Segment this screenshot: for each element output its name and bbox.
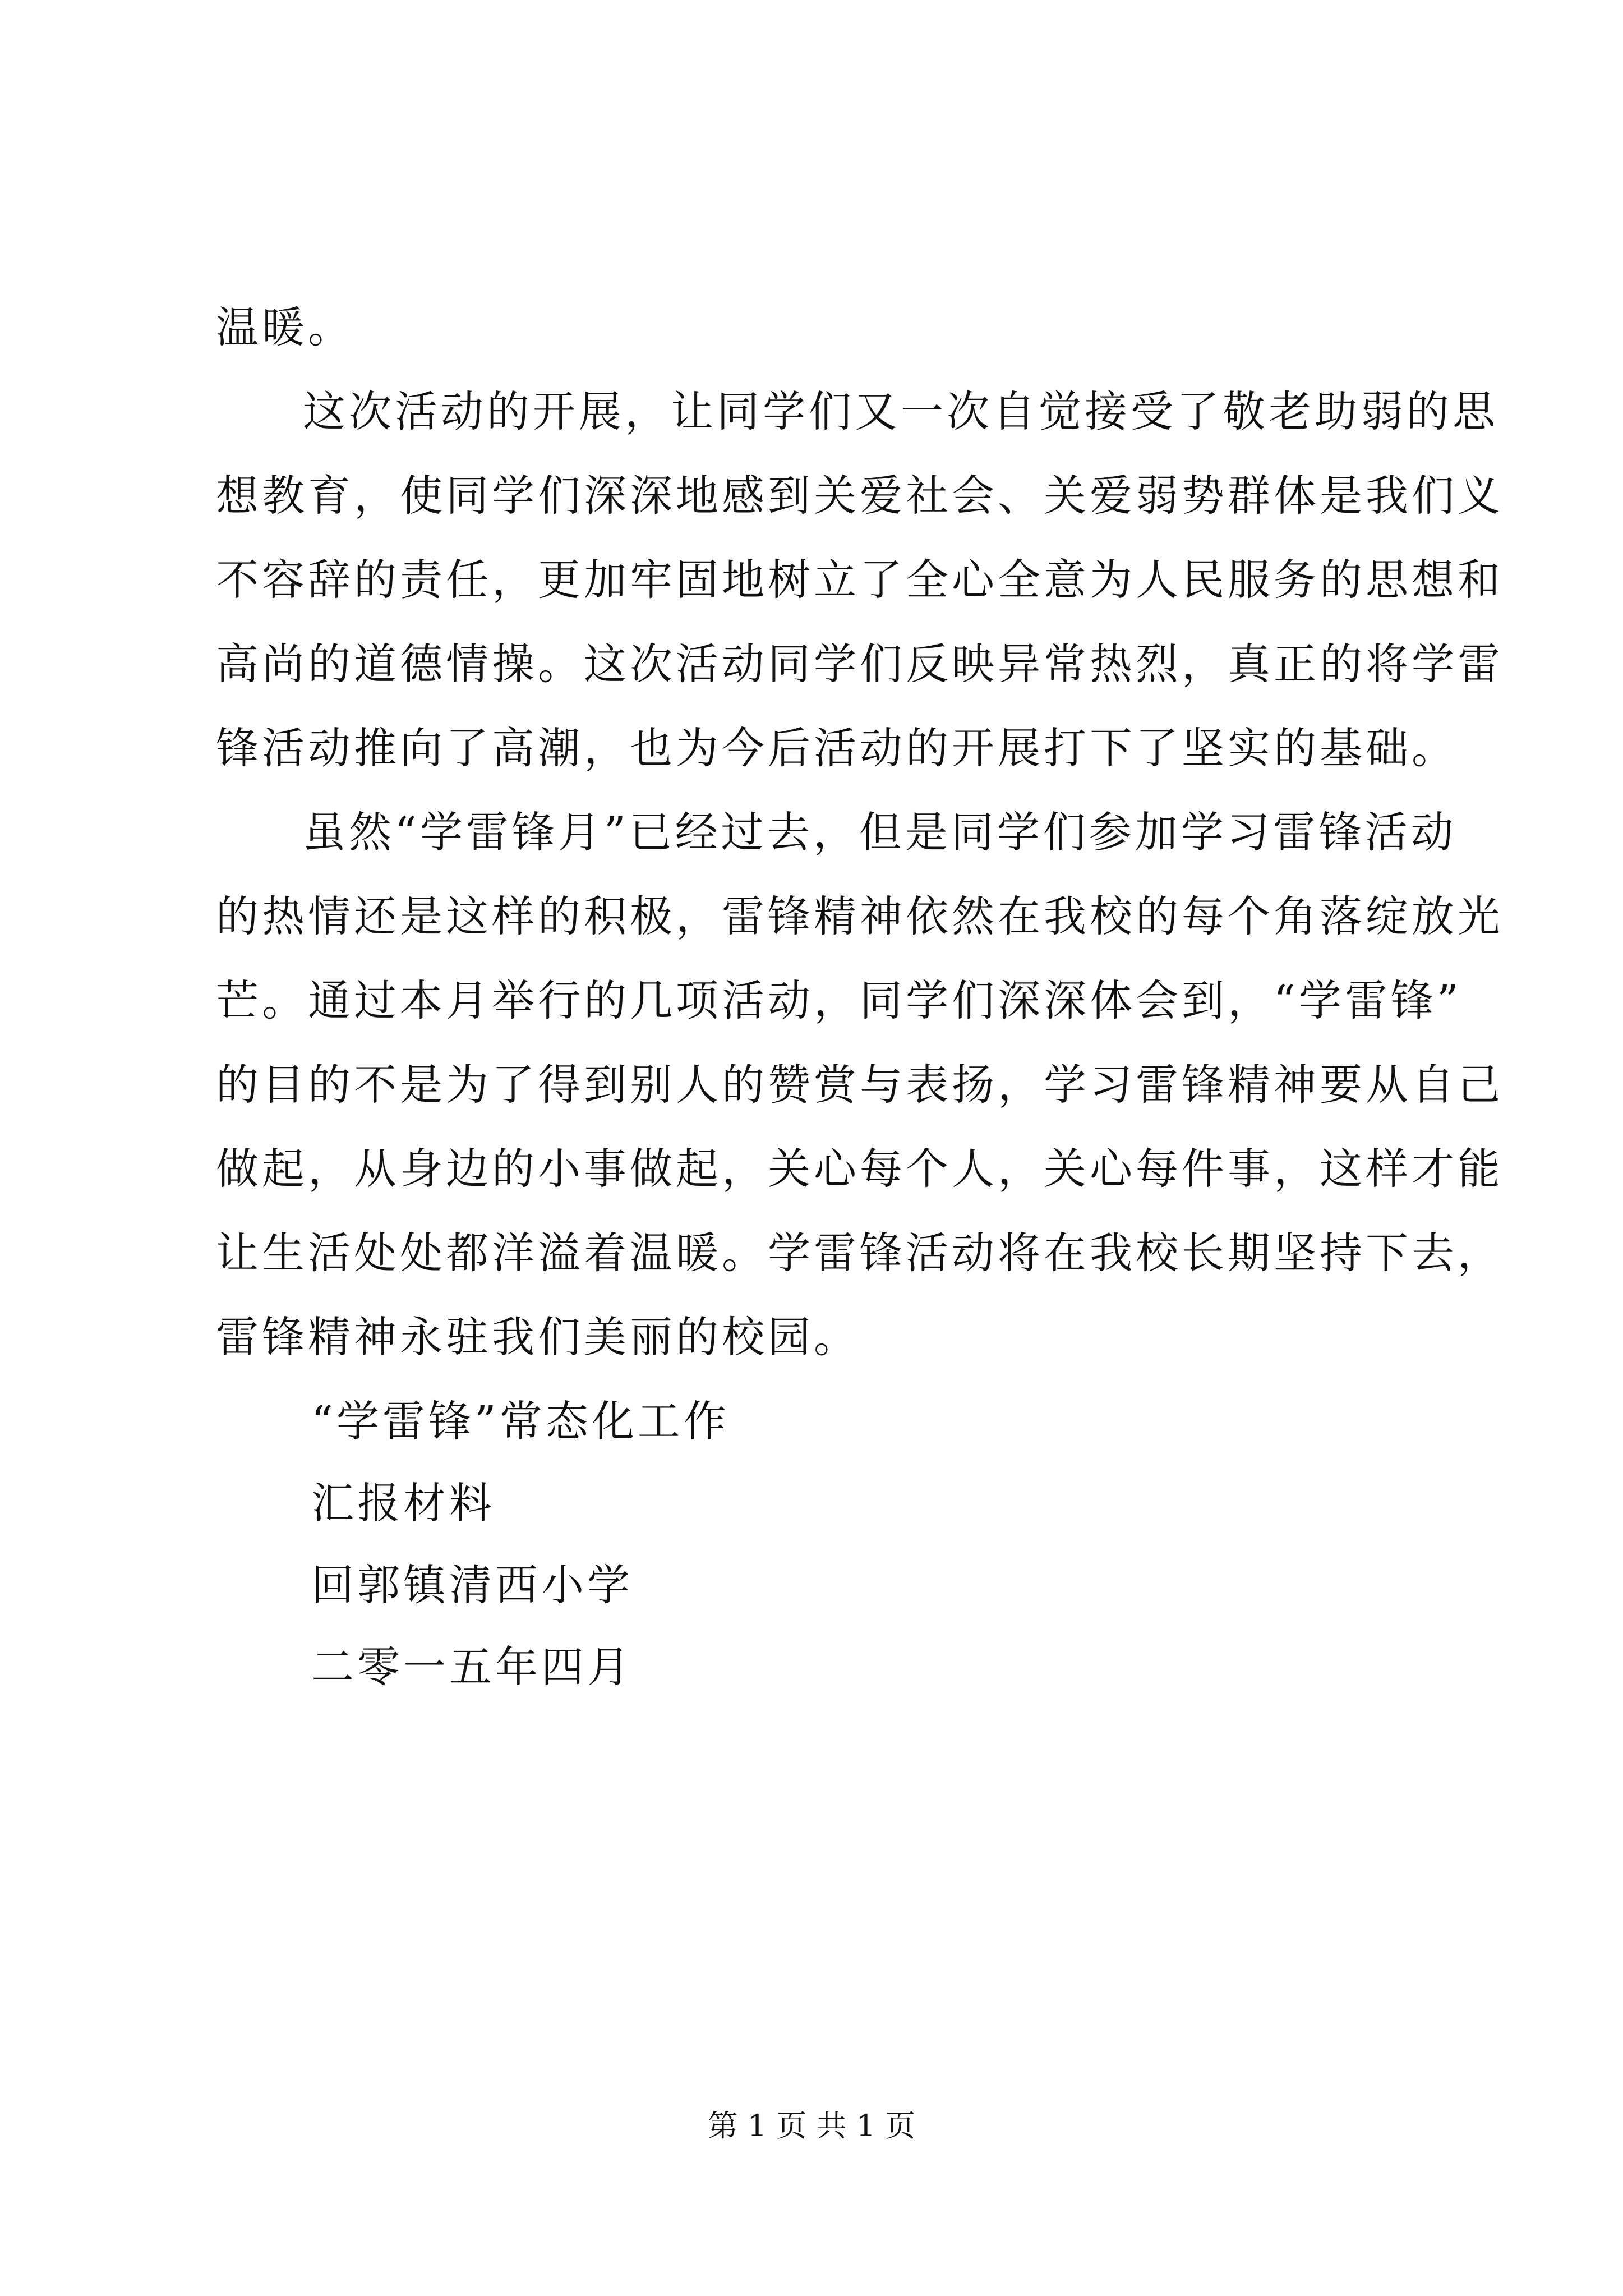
closing-subtitle: 汇报材料 xyxy=(311,1478,495,1528)
page-footer: 第 1 页 共 1 页 xyxy=(707,2108,916,2143)
closing-title: “学雷锋”常态化工作 xyxy=(311,1396,730,1446)
paragraph-line: 的热情还是这样的积极，雷锋精神依然在我校的每个角落绽放光 xyxy=(216,891,1504,941)
paragraph-line: 做起，从身边的小事做起，关心每个人，关心每件事，这样才能 xyxy=(216,1144,1504,1194)
paragraph-line: 想教育，使同学们深深地感到关爱社会、关爱弱势群体是我们义 xyxy=(216,471,1504,521)
paragraph-line: 锋活动推向了高潮，也为今后活动的开展打下了坚实的基础。 xyxy=(216,723,1458,773)
closing-date: 二零一五年四月 xyxy=(311,1642,633,1692)
body-line-1: 温暖。 xyxy=(216,302,354,352)
paragraph-line: 雷锋精神永驻我们美丽的校园。 xyxy=(216,1312,860,1362)
paragraph-line: 芒。通过本月举行的几项活动，同学们深深体会到，“学雷锋” xyxy=(216,976,1462,1025)
paragraph-line: 的目的不是为了得到别人的赞赏与表扬，学习雷锋精神要从自己 xyxy=(216,1060,1504,1110)
closing-organization: 回郭镇清西小学 xyxy=(311,1560,633,1610)
paragraph-line: 不容辞的责任，更加牢固地树立了全心全意为人民服务的思想和 xyxy=(216,555,1504,605)
paragraph-line: 高尚的道德情操。这次活动同学们反映异常热烈，真正的将学雷 xyxy=(216,639,1504,689)
paragraph-line: 这次活动的开展，让同学们又一次自觉接受了敬老助弱的思 xyxy=(303,386,1498,436)
paragraph-line: 让生活处处都洋溢着温暖。学雷锋活动将在我校长期坚持下去， xyxy=(216,1228,1504,1278)
paragraph-line: 虽然“学雷锋月”已经过去，但是同学们参加学习雷锋活动 xyxy=(303,807,1457,857)
